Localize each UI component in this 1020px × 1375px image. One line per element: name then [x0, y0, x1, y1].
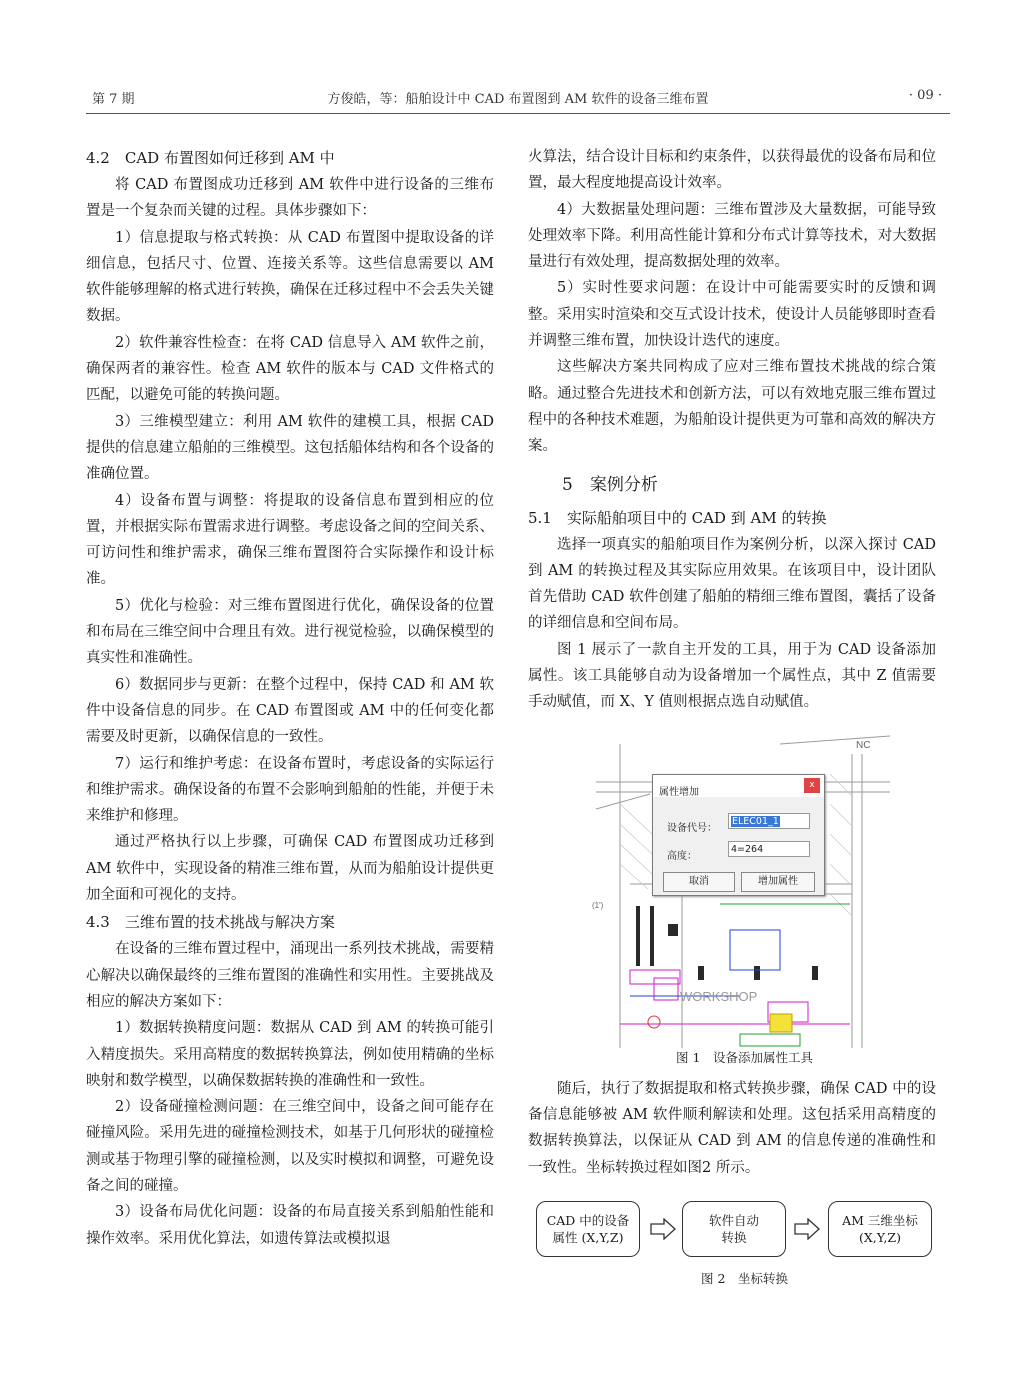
- flow-box-text: 属性 (X,Y,Z): [552, 1229, 624, 1245]
- paragraph: 1）数据转换精度问题：数据从 CAD 到 AM 的转换可能引入精度损失。采用高精度的数据转换算法，例如使用精确的坐标映射和数学模型，以确保数据转换的准确性和一致性。: [86, 1020, 494, 1089]
- paragraph: 7）运行和维护考虑：在设备布置时，考虑设备的实际运行和维护需求。确保设备的布置不会影响到船舶的性能，并便于未来维护和修理。: [86, 755, 494, 825]
- paragraph: 2）软件兼容性检查：在将 CAD 信息导入 AM 软件之前，确保两者的兼容性。检查 AM 软件的版本与 CAD 文件格式的匹配，以避免可能的转换问题。: [86, 334, 494, 404]
- flow-box-convert: [682, 1201, 786, 1257]
- flow-box-text: AM 三维坐标: [842, 1212, 918, 1228]
- flow-box-text: 转换: [721, 1229, 747, 1245]
- right-column: [528, 144, 936, 1289]
- flow-box-cad: [536, 1201, 640, 1257]
- paragraph: 4）设备布置与调整：将提取的设备信息布置到相应的位置，并根据实际布置需求进行调整。考虑设备之间的空间关系、可访问性和维护需求，确保三维布置图符合实际操作和设计标准。: [86, 492, 494, 588]
- arrow-right-icon: [794, 1218, 820, 1240]
- section-heading-4-3: 4.3 三维布置的技术挑战与解决方案: [86, 913, 335, 932]
- section-heading-4-2: 4.2 CAD 布置图如何迁移到 AM 中: [86, 149, 335, 167]
- paragraph: 6）数据同步与更新：在整个过程中，保持 CAD 和 AM 软件中设备信息的同步。在 CAD 布置图或 AM 中的任何变化都需要及时更新，以确保信息的一致性。: [86, 676, 494, 746]
- paragraph: 火算法，结合设计目标和约束条件，以获得最优的设备布局和位置，最大程度地提高设计效率。: [528, 149, 936, 192]
- flow-box-text: (X,Y,Z): [859, 1229, 901, 1245]
- room-label: WORKSHOP: [680, 988, 758, 1004]
- paragraph: 随后，执行了数据提取和格式转换步骤，确保 CAD 中的设备信息能够被 AM 软件顺利解读和处理。这包括采用高精度的数据转换算法，以保证从 CAD 到 AM 的信息传递的准确性和一致性。坐标转换过程如图2 所示。: [528, 1080, 936, 1176]
- paragraph: 5）优化与检验：对三维布置图进行优化，确保设备的位置和布局在三维空间中合理且有效。进行视觉检验，以确保模型的真实性和准确性。: [86, 597, 494, 667]
- paragraph: 4）大数据量处理问题：三维布置涉及大量数据，可能导致处理效率下降。利用高性能计算和分布式计算等技术，对大数据量进行有效处理，提高数据处理的效率。: [528, 201, 936, 271]
- figure-1-cad-screenshot: [590, 734, 896, 1048]
- arrow-right-icon: [650, 1218, 676, 1240]
- cancel-button[interactable]: 取消: [663, 872, 735, 892]
- dialog-title: 属性增加: [659, 786, 699, 798]
- height-field[interactable]: 4=264: [728, 841, 810, 857]
- flow-box-am: [828, 1201, 932, 1257]
- flow-box-text: 软件自动: [708, 1212, 759, 1228]
- section-heading-5-1: 5.1 实际船舶项目中的 CAD 到 AM 的转换: [528, 508, 827, 527]
- figure-2-caption: 图 2 坐标转换: [701, 1270, 788, 1286]
- drawing-side-text: (1'): [592, 900, 604, 910]
- issue-number: 第 7 期: [92, 92, 135, 107]
- figure-1-caption: 图 1 设备添加属性工具: [676, 1049, 813, 1065]
- add-attribute-button[interactable]: 增加属性: [741, 872, 815, 892]
- paragraph: 在设备的三维布置过程中，涌现出一系列技术挑战，需要精心解决以确保最终的三维布置图的准确性和实用性。主要挑战及相应的解决方案如下：: [86, 941, 494, 1010]
- paragraph: 这些解决方案共同构成了应对三维布置技术挑战的综合策略。通过整合先进技术和创新方法，可以有效地克服三维布置过程中的各种技术难题，为船舶设计提供更为可靠和高效的解决方案。: [528, 359, 936, 455]
- attribute-dialog: [652, 774, 825, 896]
- paragraph: 1）信息提取与格式转换：从 CAD 布置图中提取设备的详细信息，包括尺寸、位置、连接关系等。这些信息需要以 AM 软件能够理解的格式进行转换，确保在迁移过程中不会丢失关键数据。: [86, 229, 494, 325]
- paragraph: 将 CAD 布置图成功迁移到 AM 软件中进行设备的三维布置是一个复杂而关键的过程。具体步骤如下：: [86, 177, 494, 220]
- paragraph: 3）设备布局优化问题：设备的布局直接关系到船舶性能和操作效率。采用优化算法，如遗传算法或模拟退: [86, 1204, 494, 1247]
- paragraph: 5）实时性要求问题：在设计中可能需要实时的反馈和调整。采用实时渲染和交互式设计技术，使设计人员能够即时查看并调整三维布置，加快设计迭代的速度。: [528, 280, 936, 350]
- paragraph: 图 1 展示了一款自主开发的工具，用于为 CAD 设备添加属性。该工具能够自动为设备增加一个属性点，其中 Z 值需要手动赋值，而 X、Y 值则根据点选自动赋值。: [528, 641, 936, 711]
- drawing-corner-text: NC: [856, 739, 871, 751]
- close-icon[interactable]: x: [804, 778, 820, 793]
- dialog-titlebar: [653, 775, 824, 797]
- header-rule: [86, 113, 950, 114]
- device-code-field[interactable]: [728, 813, 810, 829]
- figure-2-flowchart: [534, 1197, 934, 1261]
- flow-box-text: CAD 中的设备: [546, 1212, 630, 1228]
- paragraph: 2）设备碰撞检测问题：在三维空间中，设备之间可能存在碰撞风险。采用先进的碰撞检测技术，如基于几何形状的碰撞检测或基于物理引擎的碰撞检测，以及实时模拟和调整，可避免设备之间的碰撞。: [86, 1099, 494, 1194]
- paragraph: 选择一项真实的船舶项目作为案例分析，以深入探讨 CAD 到 AM 的转换过程及其实际应用效果。在该项目中，设计团队首先借助 CAD 软件创建了船舶的精细三维布置图，囊括了设备的详细信息和空间布局。: [528, 536, 936, 632]
- paragraph: 3）三维模型建立：利用 AM 软件的建模工具，根据 CAD 提供的信息建立船舶的三维模型。这包括船体结构和各个设备的准确位置。: [86, 413, 494, 483]
- device-code-value: ELEC01_1: [732, 815, 779, 827]
- height-label: 高度：: [667, 850, 697, 862]
- section-heading-5: 5 案例分析: [562, 474, 658, 495]
- left-column: [86, 144, 494, 1252]
- running-title: 方俊皓，等：船舶设计中 CAD 布置图到 AM 软件的设备三维布置: [327, 92, 709, 107]
- running-header: [86, 88, 950, 110]
- page-number: · 09 ·: [908, 88, 942, 103]
- paragraph: 通过严格执行以上步骤，可确保 CAD 布置图成功迁移到 AM 软件中，实现设备的精准三维布置，从而为船舶设计提供更加全面和可视化的支持。: [86, 834, 494, 904]
- device-code-label: 设备代号：: [667, 822, 717, 834]
